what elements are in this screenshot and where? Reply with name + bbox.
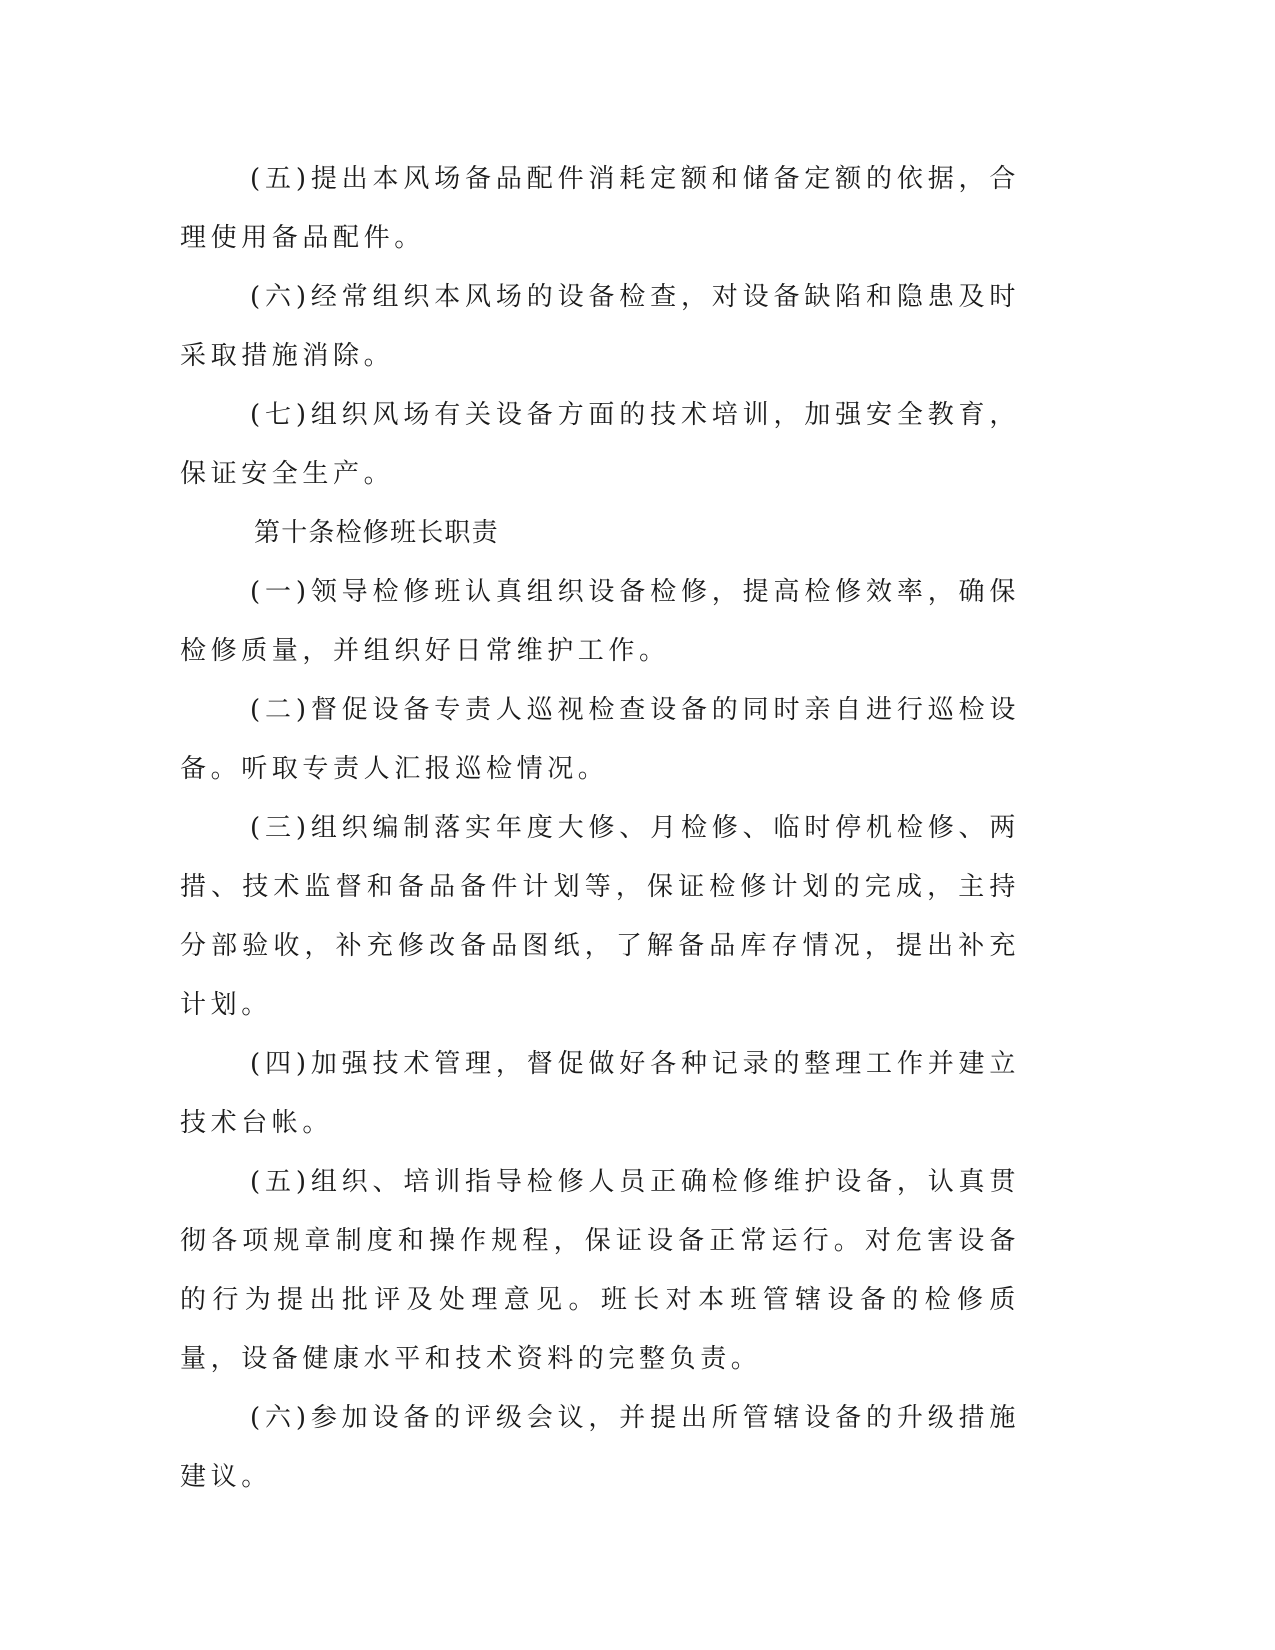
section-heading-article-10: 第十条检修班长职责 [254, 518, 499, 548]
document-page [180, 150, 1020, 1507]
paragraph-technical-management: (四)加强技术管理，督促做好各种记录的整理工作并建立技术台帐。 [180, 1049, 1020, 1138]
paragraph-rating-meeting: (六)参加设备的评级会议，并提出所管辖设备的升级措施建议。 [180, 1403, 1020, 1492]
paragraph-equipment-inspection: (六)经常组织本风场的设备检查，对设备缺陷和隐患及时采取措施消除。 [180, 282, 1020, 371]
paragraph-technical-training: (七)组织风场有关设备方面的技术培训，加强安全教育，保证安全生产。 [180, 400, 1020, 489]
paragraph-spare-parts-quota: (五)提出本风场备品配件消耗定额和储备定额的依据，合理使用备品配件。 [180, 164, 1020, 253]
paragraph-supervise-patrol: (二)督促设备专责人巡视检查设备的同时亲自进行巡检设备。听取专责人汇报巡检情况。 [180, 695, 1020, 784]
paragraph-training-regulations: (五)组织、培训指导检修人员正确检修维护设备，认真贯彻各项规章制度和操作规程，保证设备正常运行。对危害设备的行为提出批评及处理意见。班长对本班管辖设备的检修质量，设备健康水平和技术资料的完整负责。 [180, 1167, 1020, 1374]
paragraph-maintenance-plans: (三)组织编制落实年度大修、月检修、临时停机检修、两措、技术监督和备品备件计划等，保证检修计划的完成，主持分部验收，补充修改备品图纸，了解备品库存情况，提出补充计划。 [180, 813, 1020, 1020]
paragraph-lead-maintenance: (一)领导检修班认真组织设备检修，提高检修效率，确保检修质量，并组织好日常维护工作。 [180, 577, 1020, 666]
